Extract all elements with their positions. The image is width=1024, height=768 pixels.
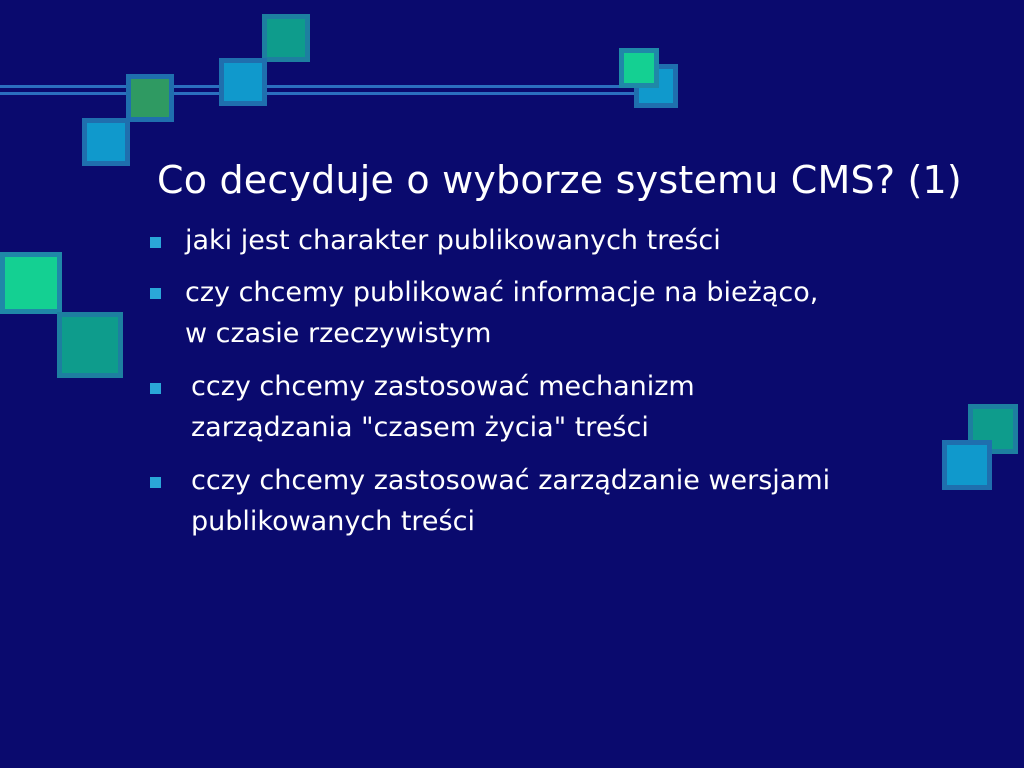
bullet-line: zarządzania "czasem życia" treści	[191, 412, 649, 443]
decorative-line-top	[0, 85, 640, 88]
bullet-line: czy chcemy publikować informacje na bieżąco,	[185, 277, 819, 308]
bullet-square-icon	[150, 288, 161, 299]
bullet-line: cczy chcemy zastosować zarządzanie wersjami	[191, 465, 831, 496]
bullet-text	[185, 272, 818, 354]
decorative-square	[57, 312, 123, 378]
decorative-square	[0, 252, 62, 314]
bullet-line: jaki jest charakter publikowanych treści	[185, 225, 721, 256]
bullet-square-icon	[150, 237, 161, 248]
slide-title: Co decyduje o wyborze systemu CMS? (1)	[157, 158, 962, 202]
bullet-line: cczy chcemy zastosować mechanizm	[191, 371, 695, 402]
bullet-square-icon	[150, 383, 161, 394]
decorative-square	[126, 74, 174, 122]
bullet-text	[191, 366, 695, 448]
bullet-text	[191, 460, 830, 542]
bullet-square-icon	[150, 477, 161, 488]
bullet-line: publikowanych treści	[191, 506, 475, 537]
decorative-square	[619, 48, 659, 88]
bullet-line: w czasie rzeczywistym	[185, 318, 492, 349]
decorative-line-bottom	[0, 92, 640, 95]
decorative-square	[82, 118, 130, 166]
bullet-text	[185, 220, 721, 261]
decorative-square	[942, 440, 992, 490]
decorative-square	[262, 14, 310, 62]
decorative-square	[219, 58, 267, 106]
